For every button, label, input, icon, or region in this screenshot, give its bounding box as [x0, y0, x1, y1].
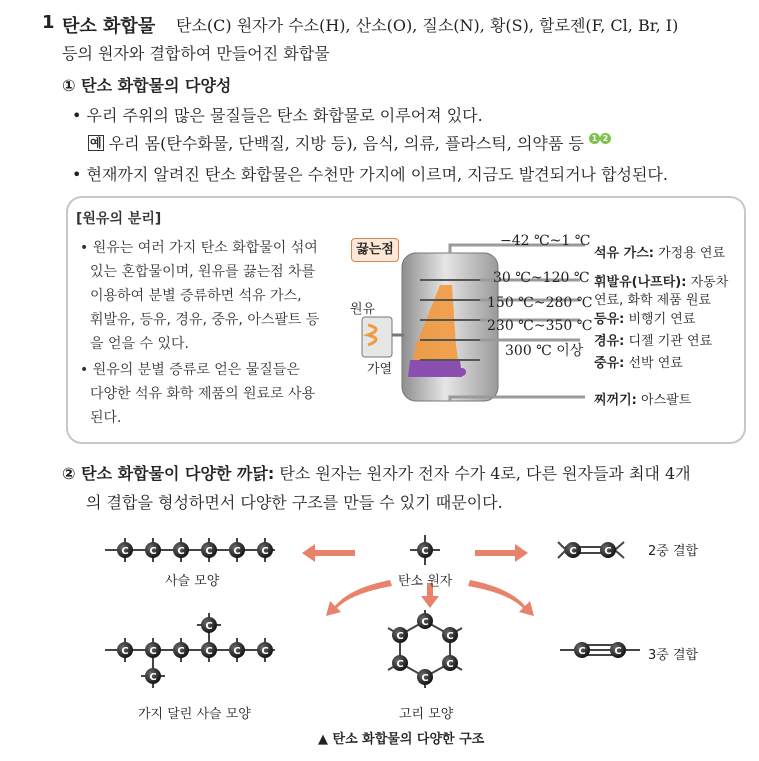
- reason-text: 탄소 원자는 원자가 전자 수가 4로, 다른 원자들과 최대 4개: [274, 464, 691, 483]
- figure-caption: ▲ 탄소 화합물의 다양한 구조: [318, 732, 485, 747]
- label-carbon-atom: 탄소 원자: [398, 574, 453, 589]
- example-text: 우리 몸(탄수화물, 단백질, 지방 등), 음식, 의류, 플라스틱, 의약품 등: [108, 134, 584, 153]
- product-name: 휘발유(나프타):: [594, 275, 687, 290]
- product-use: 비행기 연료: [628, 312, 696, 327]
- info-bullet-2: [80, 358, 315, 430]
- product-use: 가정용 연료: [658, 246, 726, 261]
- product-use: 연료, 화학 제품 원료: [594, 293, 711, 308]
- info-box-title: [원유의 분리]: [76, 211, 162, 227]
- label-double-bond: 2중 결합: [648, 544, 699, 559]
- carbon-structures-figure: C: [90, 518, 730, 728]
- product-name: 등유:: [594, 312, 625, 327]
- product-name: 경유:: [594, 334, 625, 349]
- reference-2: 2: [600, 133, 611, 144]
- bullet-known-compounds: • 현재까지 알려진 탄소 화합물은 수천만 가지에 이르며, 지금도 발견되거나 합성된다.: [72, 165, 668, 184]
- info-bullet-1-line: 휘발유, 등유, 경유, 중유, 아스팔트 등: [90, 312, 320, 328]
- info-bullet-2-line: 다양한 석유 화학 제품의 원료로 사용: [90, 386, 316, 402]
- product-name: 석유 가스:: [594, 246, 654, 261]
- info-bullet-2-line: • 원유의 분별 증류로 얻은 물질들은: [80, 362, 300, 378]
- subsection-title-diversity: ① 탄소 화합물의 다양성: [62, 76, 232, 95]
- temp-range-diesel: 230 ℃~350 ℃: [487, 318, 593, 334]
- arrow-to-double-bond: [475, 544, 528, 562]
- arrow-to-triple-bond: [468, 580, 534, 616]
- arrow-to-branched: [326, 580, 392, 616]
- bullet-everyday-materials: • 우리 주위의 많은 물질들은 탄소 화합물로 이루어져 있다.: [72, 106, 483, 125]
- crude-oil-label: 원유: [350, 302, 376, 317]
- temp-range-gas: −42 ℃~1 ℃: [500, 233, 591, 249]
- arrow-to-chain: [302, 544, 355, 562]
- product-kerosene: [594, 308, 695, 327]
- product-heavy-oil: [594, 352, 683, 371]
- info-bullet-1-line: 있는 혼합물이며, 원유를 끓는점 차를: [90, 264, 316, 280]
- subsection-title-reason: ② 탄소 화합물이 다양한 까닭:: [62, 464, 275, 483]
- section-title: 탄소 화합물: [62, 16, 156, 37]
- product-residue: [594, 389, 691, 408]
- reference-1: 1: [589, 133, 600, 144]
- info-bullet-1-line: • 원유는 여러 가지 탄소 화합물이 섞여: [80, 240, 318, 256]
- label-triple-bond: 3중 결합: [648, 648, 699, 663]
- section-number: 1: [42, 12, 55, 33]
- temp-range-gasoline: 30 ℃~120 ℃: [493, 270, 590, 286]
- definition-line-1: 탄소(C) 원자가 수소(H), 산소(O), 질소(N), 황(S), 할로젠(F, Cl, Br, I): [176, 16, 679, 35]
- reason-line-2: 의 결합을 형성하면서 다양한 구조를 만들 수 있기 때문이다.: [86, 493, 503, 512]
- info-bullet-1: [80, 236, 319, 356]
- definition-line-2: 등의 원자와 결합하여 만들어진 화합물: [62, 44, 330, 63]
- product-use: 디젤 기관 연료: [628, 334, 713, 349]
- reason-line-1: [62, 461, 691, 484]
- product-petroleum-gas: [594, 242, 725, 261]
- product-use: 아스팔트: [641, 393, 692, 408]
- example-mark: 예: [90, 136, 102, 150]
- temp-range-kerosene: 150 ℃~280 ℃: [487, 295, 593, 311]
- heating-label: 가열: [367, 362, 393, 377]
- label-branched-chain: 가지 달린 사슬 모양: [138, 707, 251, 722]
- triple-bond-lines: [560, 645, 640, 655]
- product-use: 선박 연료: [628, 356, 683, 371]
- product-gasoline: [594, 271, 728, 290]
- label-chain: 사슬 모양: [165, 574, 220, 589]
- product-diesel: [594, 330, 712, 349]
- ring-atoms: [392, 613, 458, 685]
- example-line: [88, 131, 611, 154]
- info-bullet-1-line: 이용하여 분별 증류하면 석유 가스,: [90, 288, 302, 304]
- label-ring: 고리 모양: [399, 707, 454, 722]
- product-gasoline-continued: [594, 289, 711, 308]
- heater-unit: [362, 317, 392, 357]
- info-bullet-2-line: 된다.: [90, 410, 122, 426]
- product-use: 자동차: [690, 275, 729, 290]
- temp-range-heavy-oil: 300 ℃ 이상: [505, 343, 584, 359]
- single-carbon-atom: [417, 542, 433, 558]
- info-bullet-1-line: 을 얻을 수 있다.: [90, 336, 189, 352]
- product-name: 중유:: [594, 356, 625, 371]
- boiling-point-badge: 끓는점: [351, 238, 399, 262]
- product-name: 찌꺼기:: [594, 393, 637, 408]
